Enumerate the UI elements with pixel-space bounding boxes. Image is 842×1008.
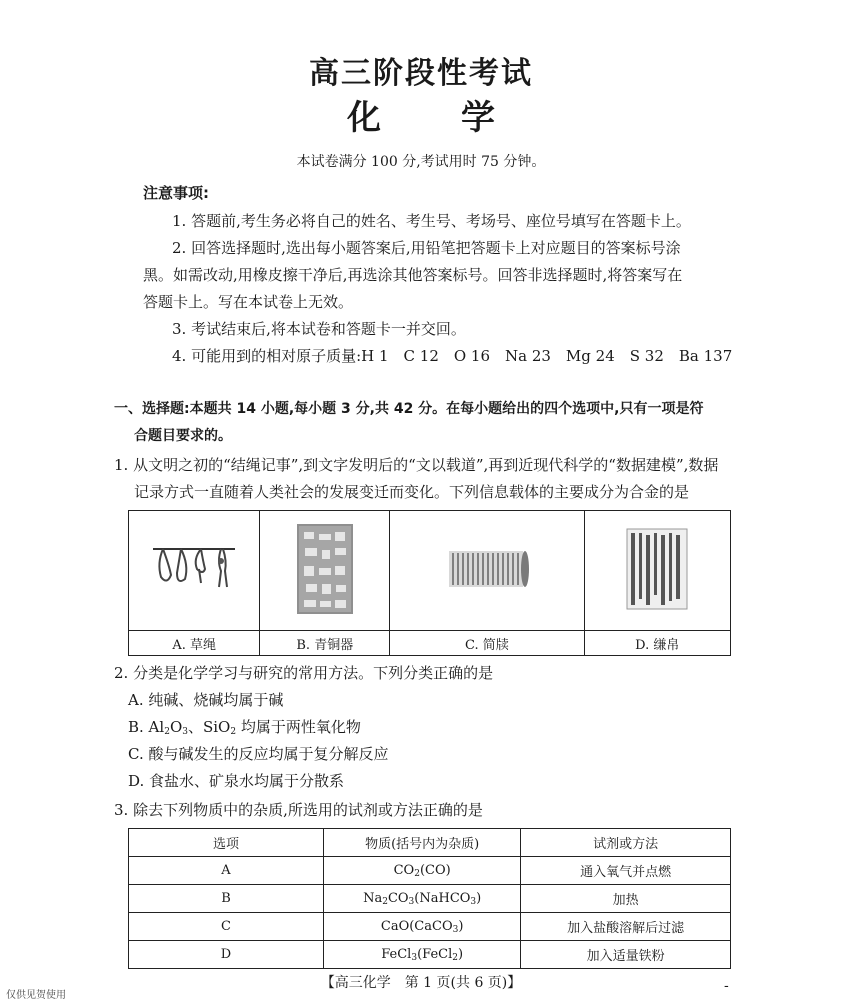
q2-option-c: C. 酸与碱发生的反应均属于复分解反应 bbox=[128, 745, 389, 763]
silk-manuscript-image bbox=[625, 527, 689, 611]
table-row bbox=[129, 913, 731, 941]
exam-title: 高三阶段性考试 bbox=[309, 56, 533, 91]
row-d-option: D bbox=[129, 941, 324, 969]
q3-stem: 3. 除去下列物质中的杂质,所选用的试剂或方法正确的是 bbox=[114, 801, 483, 819]
q3-table bbox=[128, 828, 731, 969]
row-c-option: C bbox=[129, 913, 324, 941]
q1-stem-line-1: 1. 从文明之初的“结绳记事”,到文字发明后的“文以载道”,再到近现代科学的“数据建模”,数据 bbox=[114, 456, 719, 474]
subject-title bbox=[0, 90, 842, 139]
q1-option-d: D. 缣帛 bbox=[584, 631, 730, 656]
bamboo-slips-image bbox=[445, 547, 529, 591]
row-b-substance: $Na_2CO_3(NaHCO_3)$ bbox=[324, 885, 521, 913]
note-item-3: 3. 考试结束后,将本试卷和答题卡一并交回。 bbox=[172, 320, 466, 338]
q1-image-cell-d bbox=[584, 511, 730, 631]
corner-mark: - bbox=[724, 978, 729, 994]
table-row bbox=[129, 857, 731, 885]
q2-stem: 2. 分类是化学学习与研究的常用方法。下列分类正确的是 bbox=[114, 664, 494, 682]
notes-heading: 注意事项: bbox=[143, 184, 209, 202]
section-1-line-2: 合题目要求的。 bbox=[134, 428, 232, 444]
row-a-substance: $CO_2(CO)$ bbox=[324, 857, 521, 885]
table-header-substance: 物质(括号内为杂质) bbox=[324, 829, 521, 857]
subject-char-1: 化 bbox=[347, 98, 381, 138]
bronze-ware-image bbox=[295, 522, 355, 616]
q1-options-table bbox=[128, 510, 731, 656]
note-item-2-line-1: 2. 回答选择题时,选出每小题答案后,用铅笔把答题卡上对应题目的答案标号涂 bbox=[172, 239, 681, 257]
note-item-1: 1. 答题前,考生务必将自己的姓名、考生号、考场号、座位号填写在答题卡上。 bbox=[172, 212, 691, 230]
watermark-text: 仅供见贺使用 bbox=[6, 990, 66, 1001]
q1-option-a: A. 草绳 bbox=[129, 631, 260, 656]
q2-option-d: D. 食盐水、矿泉水均属于分散系 bbox=[128, 772, 345, 790]
table-row bbox=[129, 885, 731, 913]
note-item-4: 4. 可能用到的相对原子质量:H 1 C 12 O 16 Na 23 Mg 24 S 32 Ba 137 bbox=[172, 347, 733, 365]
q1-stem-line-2: 记录方式一直随着人类社会的发展变迁而变化。下列信息载体的主要成分为合金的是 bbox=[134, 483, 690, 501]
q1-option-b: B. 青铜器 bbox=[260, 631, 390, 656]
row-b-method: 加热 bbox=[521, 885, 731, 913]
row-b-option: B bbox=[129, 885, 324, 913]
row-c-substance: CaO(CaCO$_3$) bbox=[324, 913, 521, 941]
exam-info: 本试卷满分 100 分,考试用时 75 分钟。 bbox=[296, 154, 546, 170]
row-d-substance: FeCl$_3$(FeCl$_2$) bbox=[324, 941, 521, 969]
q1-image-cell-b bbox=[260, 511, 390, 631]
section-1-line-1: 一、选择题:本题共 14 小题,每小题 3 分,共 42 分。在每小题给出的四个选项中,只有一项是符 bbox=[114, 401, 704, 417]
q1-option-c: C. 简牍 bbox=[390, 631, 584, 656]
note-item-2-line-3: 答题卡上。写在本试卷上无效。 bbox=[143, 293, 354, 311]
q2-option-b: B. $Al_2O_3$、SiO$_2$ 均属于两性氧化物 bbox=[128, 718, 361, 737]
row-a-method: 通入氧气并点燃 bbox=[521, 857, 731, 885]
q1-image-cell-c bbox=[390, 511, 584, 631]
subject-char-2: 学 bbox=[461, 98, 495, 138]
row-a-option: A bbox=[129, 857, 324, 885]
knotted-rope-image bbox=[149, 539, 239, 599]
q2-option-a: A. 纯碱、烧碱均属于碱 bbox=[128, 691, 284, 709]
table-header-row bbox=[129, 829, 731, 857]
row-c-method: 加入盐酸溶解后过滤 bbox=[521, 913, 731, 941]
page-footer: 【高三化学 第 1 页(共 6 页)】 bbox=[320, 975, 522, 991]
table-row bbox=[129, 941, 731, 969]
row-d-method: 加入适量铁粉 bbox=[521, 941, 731, 969]
table-header-method: 试剂或方法 bbox=[521, 829, 731, 857]
table-header-option: 选项 bbox=[129, 829, 324, 857]
note-item-2-line-2: 黑。如需改动,用橡皮擦干净后,再选涂其他答案标号。回答非选择题时,将答案写在 bbox=[143, 266, 683, 284]
q1-image-cell-a bbox=[129, 511, 260, 631]
